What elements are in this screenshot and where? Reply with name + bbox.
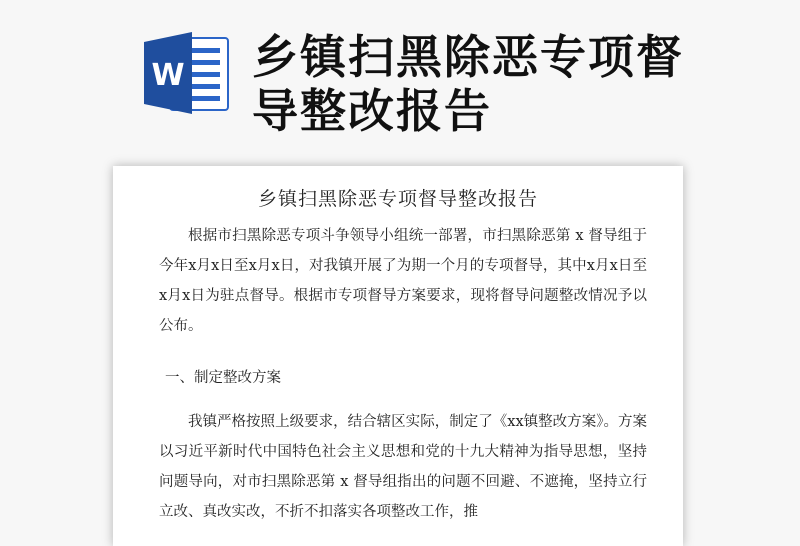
word-document-icon — [140, 28, 232, 118]
word-logo-letter: W — [151, 58, 185, 93]
paragraph-plan: 我镇严格按照上级要求，结合辖区实际，制定了《xx镇整改方案》。方案以习近平新时代中国特色社会主义思想和党的十九大精神为指导思想，坚持问题导向，对市扫黑除恶第 x 督导组指出的问题不回避、不遮掩，坚持立行立改、真改实改，不折不扣落实各项整改工作，推 — [159, 414, 647, 520]
section-heading: 一、制定整改方案 — [165, 370, 281, 386]
paragraph-intro: 根据市扫黑除恶专项斗争领导小组统一部署，市扫黑除恶第 x 督导组于今年x月x日至x月x日，对我镇开展了为期一个月的专项督导，其中x月x日至x月x日为驻点督导。根据市专项督导方案要求，现将督导问题整改情况予以公布。 — [159, 228, 647, 334]
document-title: 乡镇扫黑除恶专项督导整改报告 — [257, 188, 538, 210]
document-page — [113, 166, 683, 546]
banner — [0, 0, 800, 150]
banner-title: 乡镇扫黑除恶专项督导整改报告 — [252, 30, 684, 138]
